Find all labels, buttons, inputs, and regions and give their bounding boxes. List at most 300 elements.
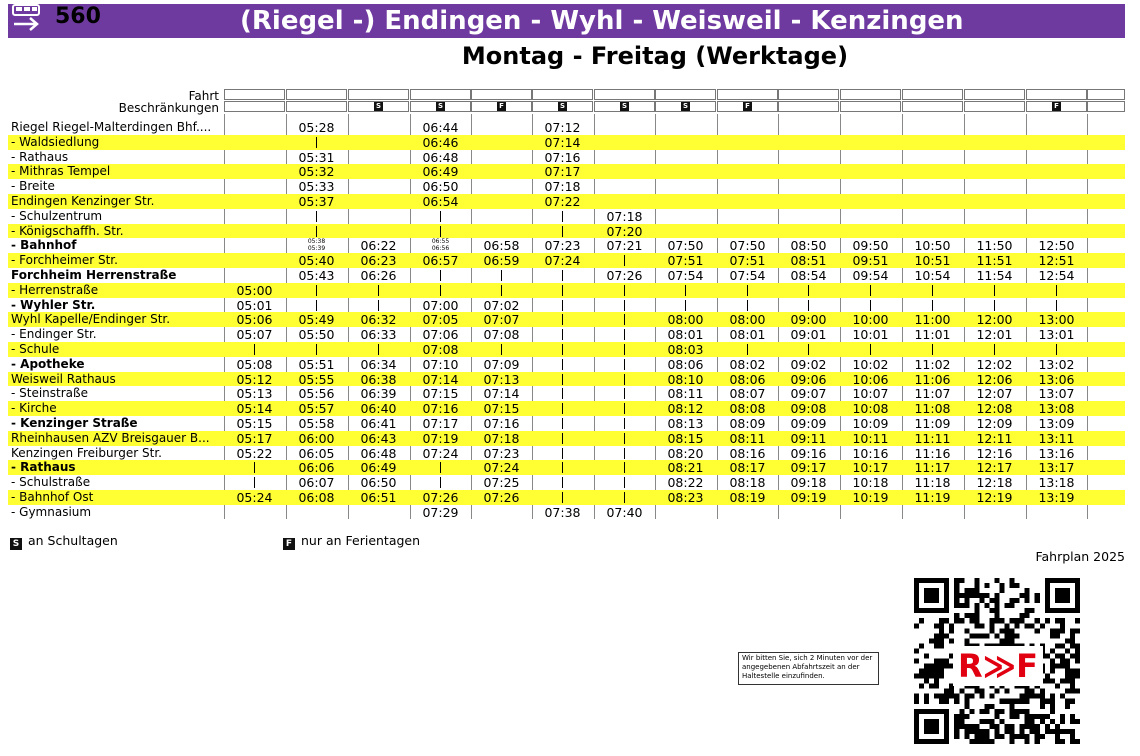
qr-module — [1070, 638, 1075, 643]
qr-module — [1025, 734, 1030, 739]
qr-module — [984, 583, 989, 588]
timetable-row — [8, 312, 1125, 327]
qr-module — [1055, 653, 1060, 658]
qr-module — [1055, 633, 1060, 638]
qr-module — [1025, 689, 1030, 694]
school-day-badge: S — [682, 102, 689, 110]
qr-module — [1020, 593, 1025, 598]
departure-time: 05:56 — [298, 386, 335, 402]
qr-module — [1005, 633, 1010, 638]
qr-module — [919, 669, 924, 674]
qr-module — [1015, 583, 1020, 588]
departure-time: 07:17 — [422, 416, 459, 431]
qr-module — [1005, 699, 1010, 704]
qr-module — [1060, 658, 1065, 663]
restriction-header-cell — [902, 101, 963, 112]
qr-module — [989, 598, 994, 603]
qr-module — [1060, 714, 1065, 719]
pass-through-mark — [870, 285, 872, 296]
pass-through-mark — [562, 477, 564, 488]
qr-module — [964, 714, 969, 719]
departure-time: 09:08 — [790, 401, 827, 417]
departure-time: 11:09 — [914, 416, 951, 431]
stop-name: - Königschaffh. Str. — [11, 223, 124, 238]
departure-time: 09:54 — [852, 268, 889, 283]
stop-name: - Forchheimer Str. — [11, 253, 118, 268]
departure-time: 09:11 — [790, 430, 827, 446]
departure-time: 05:58 — [298, 416, 335, 431]
departure-time: 07:10 — [422, 356, 459, 372]
holiday-badge: F — [1052, 102, 1061, 111]
qr-module — [1000, 588, 1005, 593]
qr-module — [1075, 653, 1080, 658]
qr-module — [1015, 618, 1020, 623]
qr-module — [964, 588, 969, 593]
departure-time: 08:06 — [667, 356, 704, 372]
stop-name: - Endinger Str. — [11, 327, 97, 342]
qr-module — [1030, 694, 1035, 699]
timetable-row — [8, 475, 1125, 490]
qr-module — [1035, 628, 1040, 633]
qr-module — [1050, 664, 1055, 669]
qr-module — [994, 689, 999, 694]
qr-module — [1050, 633, 1055, 638]
qr-module — [1020, 734, 1025, 739]
timetable-row — [8, 431, 1125, 446]
qr-module — [1035, 739, 1040, 744]
pass-through-mark — [378, 300, 380, 311]
qr-module — [969, 729, 974, 734]
qr-module — [1070, 699, 1075, 704]
qr-module — [1055, 734, 1060, 739]
trip-header-cell — [594, 89, 655, 100]
qr-module — [939, 633, 944, 638]
departure-time: 10:17 — [852, 460, 889, 476]
qr-module — [1070, 734, 1075, 739]
stop-name: - Mithras Tempel — [11, 164, 111, 179]
qr-module — [1075, 658, 1080, 663]
qr-module — [934, 694, 939, 699]
departure-time: 06:57 — [422, 253, 459, 269]
pass-through-mark — [808, 300, 810, 311]
qr-module — [1065, 699, 1070, 704]
qr-module — [944, 699, 949, 704]
qr-module — [1000, 719, 1005, 724]
qr-module — [1050, 699, 1055, 704]
departure-time: 08:02 — [729, 356, 766, 372]
qr-module — [1040, 623, 1045, 628]
departure-time: 12:51 — [1038, 253, 1075, 269]
qr-module — [949, 689, 954, 694]
stop-name: Riegel Riegel-Malterdingen Bhf.... — [11, 120, 212, 134]
qr-module — [944, 694, 949, 699]
timetable-row — [8, 209, 1125, 224]
trip-header-cell — [224, 89, 285, 100]
departure-time: 05:31 — [298, 149, 335, 165]
qr-module — [924, 679, 929, 684]
departure-time: 07:38 — [544, 504, 581, 520]
pass-through-mark — [378, 344, 380, 355]
restrictions-row-label: Beschränkungen — [118, 101, 219, 115]
qr-module — [989, 724, 994, 729]
departure-time: 05:01 — [236, 297, 273, 313]
stop-name: Wyhl Kapelle/Endinger Str. — [11, 312, 171, 327]
qr-module — [1025, 598, 1030, 603]
qr-module — [979, 623, 984, 628]
qr-module — [954, 598, 959, 603]
stop-name: Endingen Kenzinger Str. — [11, 194, 155, 208]
departure-time: 08:01 — [667, 327, 704, 343]
departure-time: 05:37 — [298, 194, 335, 209]
timetable-row — [8, 327, 1125, 342]
departure-time: 06:46 — [422, 134, 459, 150]
qr-module — [1055, 729, 1060, 734]
qr-module — [1035, 714, 1040, 719]
departure-time: 05:50 — [298, 327, 335, 343]
school-day-badge: S — [559, 102, 566, 110]
departure-time: 07:19 — [422, 430, 459, 446]
qr-module — [1005, 724, 1010, 729]
departure-time: 06:26 — [360, 268, 397, 283]
legend-holiday — [283, 533, 420, 550]
qr-module — [984, 633, 989, 638]
pass-through-mark — [254, 477, 256, 488]
pass-through-mark — [1056, 344, 1058, 355]
qr-module — [1070, 633, 1075, 638]
qr-module — [914, 658, 919, 663]
qr-module — [979, 598, 984, 603]
pass-through-mark — [747, 285, 749, 296]
departure-time: 08:19 — [729, 490, 766, 505]
qr-module — [939, 643, 944, 648]
qr-module — [1035, 618, 1040, 623]
departure-time: 13:01 — [1038, 327, 1075, 343]
qr-module — [959, 578, 964, 583]
fahrplan-year: Fahrplan 2025 — [1035, 549, 1125, 564]
qr-module — [1040, 734, 1045, 739]
pass-through-mark — [562, 329, 564, 340]
qr-module — [994, 618, 999, 623]
departure-time: 08:09 — [729, 416, 766, 431]
qr-module — [1070, 669, 1075, 674]
qr-module — [1010, 704, 1015, 709]
timetable-row — [8, 194, 1125, 209]
trip-header-cell — [902, 89, 963, 100]
qr-module — [989, 719, 994, 724]
pass-through-mark — [562, 492, 564, 503]
stop-name: - Gymnasium — [11, 504, 92, 519]
qr-module — [989, 608, 994, 613]
pass-through-mark — [562, 226, 564, 237]
departure-time: 08:20 — [667, 445, 704, 461]
departure-time: 08:22 — [667, 475, 704, 491]
qr-module — [934, 643, 939, 648]
departure-time: 06:54 — [422, 194, 459, 209]
qr-module — [974, 623, 979, 628]
rvf-logo-text: R≫F — [958, 647, 1038, 685]
qr-module — [959, 719, 964, 724]
qr-module — [1030, 729, 1035, 734]
qr-module — [1060, 664, 1065, 669]
qr-module — [1075, 669, 1080, 674]
pass-through-mark — [994, 344, 996, 355]
pass-through-mark — [316, 137, 318, 148]
timetable-row — [8, 416, 1125, 431]
departure-time: 08:50 — [790, 238, 827, 254]
departure-time: 12:17 — [976, 460, 1013, 476]
qr-module — [1000, 618, 1005, 623]
qr-module — [984, 729, 989, 734]
stop-name: - Kenzinger Straße — [11, 416, 138, 430]
departure-time: 06:48 — [422, 149, 459, 165]
qr-module — [994, 613, 999, 618]
timetable-row — [8, 490, 1125, 505]
qr-module — [979, 694, 984, 699]
departure-time: 07:14 — [544, 134, 581, 150]
departure-time: 05:17 — [236, 430, 273, 446]
pass-through-mark — [624, 418, 626, 429]
qr-module — [1045, 724, 1050, 729]
qr-module — [939, 694, 944, 699]
stop-name: - Herrenstraße — [11, 282, 99, 297]
qr-module — [1045, 618, 1050, 623]
departure-time: 07:16 — [544, 149, 581, 165]
qr-module — [1025, 613, 1030, 618]
departure-time: 10:02 — [852, 356, 889, 372]
qr-module — [1010, 709, 1015, 714]
restriction-header-cell — [224, 101, 285, 112]
qr-module — [1030, 724, 1035, 729]
departure-time: 06:33 — [360, 327, 397, 343]
qr-module — [1005, 628, 1010, 633]
departure-time: 07:05 — [422, 312, 459, 328]
stop-name: - Schule — [11, 342, 60, 356]
departure-time: 13:18 — [1038, 475, 1075, 491]
qr-module — [1055, 664, 1060, 669]
qr-module — [964, 704, 969, 709]
qr-module — [1015, 598, 1020, 603]
qr-module — [1040, 699, 1045, 704]
qr-module — [939, 674, 944, 679]
qr-module — [934, 679, 939, 684]
qr-module — [959, 593, 964, 598]
pass-through-mark — [624, 433, 626, 444]
stop-name: Rheinhausen AZV Breisgauer B... — [11, 430, 210, 445]
departure-time: 12:07 — [976, 386, 1013, 402]
departure-time: 07:24 — [422, 445, 459, 461]
qr-module — [939, 628, 944, 633]
qr-module — [1040, 694, 1045, 699]
departure-time: 06:55 06:56 — [431, 238, 450, 253]
qr-module — [1010, 628, 1015, 633]
qr-module — [994, 598, 999, 603]
qr-module — [914, 699, 919, 704]
departure-time: 06:59 — [483, 253, 520, 269]
qr-module — [1025, 724, 1030, 729]
departure-time: 08:23 — [667, 490, 704, 505]
qr-module — [964, 593, 969, 598]
departure-time: 06:41 — [360, 416, 397, 431]
legend-school — [10, 533, 118, 550]
departure-time: 10:01 — [852, 327, 889, 343]
restriction-header-cell — [964, 101, 1025, 112]
qr-module — [994, 729, 999, 734]
qr-module — [989, 694, 994, 699]
pass-through-mark — [440, 270, 442, 281]
qr-module — [934, 638, 939, 643]
pass-through-mark — [501, 344, 503, 355]
pass-through-mark — [808, 285, 810, 296]
restriction-header-cell — [778, 101, 839, 112]
qr-module — [1015, 709, 1020, 714]
qr-module — [944, 664, 949, 669]
qr-module — [964, 598, 969, 603]
qr-module — [989, 623, 994, 628]
departure-time: 08:10 — [667, 371, 704, 387]
qr-module — [979, 633, 984, 638]
departure-time: 09:01 — [790, 327, 827, 343]
qr-module — [959, 689, 964, 694]
pass-through-mark — [562, 374, 564, 385]
departure-time: 06:05 — [298, 445, 335, 461]
qr-module — [1065, 664, 1070, 669]
departure-time: 07:02 — [483, 297, 520, 313]
departure-time: 10:51 — [914, 253, 951, 269]
qr-module — [964, 699, 969, 704]
departure-time: 13:07 — [1038, 386, 1075, 402]
qr-module — [1060, 739, 1065, 744]
departure-time: 12:54 — [1038, 268, 1075, 283]
pass-through-mark — [624, 344, 626, 355]
departure-time: 05:28 — [298, 120, 335, 135]
departure-time: 06:34 — [360, 356, 397, 372]
route-title: (Riegel -) Endingen - Wyhl - Weisweil - Kenzingen — [240, 6, 964, 36]
departure-time: 12:11 — [976, 430, 1013, 446]
departure-time: 05:13 — [236, 386, 273, 402]
departure-time: 09:50 — [852, 238, 889, 254]
qr-module — [1070, 643, 1075, 648]
qr-module — [1010, 724, 1015, 729]
qr-module — [1020, 618, 1025, 623]
qr-module — [929, 669, 934, 674]
qr-module — [1010, 598, 1015, 603]
departure-time: 11:00 — [914, 312, 951, 328]
qr-module — [1035, 593, 1040, 598]
bus-icon — [10, 3, 42, 33]
qr-module — [959, 603, 964, 608]
departure-time: 05:57 — [298, 401, 335, 417]
departure-time: 13:09 — [1038, 416, 1075, 431]
qr-module — [1060, 679, 1065, 684]
legend-holiday-text: nur an Ferientagen — [301, 533, 421, 548]
departure-time: 05:49 — [298, 312, 335, 328]
qr-module — [1060, 628, 1065, 633]
departure-time: 09:16 — [790, 445, 827, 461]
pass-through-mark — [870, 344, 872, 355]
qr-module — [1025, 623, 1030, 628]
departure-time: 07:13 — [483, 371, 520, 387]
qr-module — [974, 724, 979, 729]
timetable-row — [8, 164, 1125, 179]
departure-time: 13:00 — [1038, 312, 1075, 328]
stop-name: - Apotheke — [11, 356, 85, 371]
departure-time: 13:06 — [1038, 371, 1075, 387]
timetable-row — [8, 120, 1125, 135]
timetable-row — [8, 179, 1125, 194]
pass-through-mark — [1056, 285, 1058, 296]
qr-module — [939, 618, 944, 623]
qr-module — [1045, 699, 1050, 704]
departure-time: 06:22 — [360, 238, 397, 254]
qr-module — [964, 613, 969, 618]
pass-through-mark — [624, 462, 626, 473]
qr-module — [954, 578, 959, 583]
departure-time: 06:32 — [360, 312, 397, 328]
qr-module — [1035, 724, 1040, 729]
departure-time: 08:06 — [729, 371, 766, 387]
trip-header-cell — [471, 89, 532, 100]
departure-time: 08:51 — [790, 253, 827, 269]
qr-module — [1030, 623, 1035, 628]
qr-module — [1040, 689, 1045, 694]
qr-module — [979, 689, 984, 694]
departure-time: 07:18 — [483, 430, 520, 446]
departure-time: 08:13 — [667, 416, 704, 431]
qr-module — [984, 719, 989, 724]
departure-time: 06:48 — [360, 445, 397, 461]
qr-module — [1020, 694, 1025, 699]
qr-module — [969, 739, 974, 744]
pass-through-mark — [624, 300, 626, 311]
departure-time: 05:24 — [236, 490, 273, 505]
qr-module — [1045, 679, 1050, 684]
pass-through-mark — [562, 359, 564, 370]
departure-time: 05:43 — [298, 268, 335, 283]
departure-time: 07:50 — [729, 238, 766, 254]
qr-module — [1050, 628, 1055, 633]
pass-through-mark — [624, 477, 626, 488]
departure-time: 12:09 — [976, 416, 1013, 431]
trip-header-cell — [840, 89, 901, 100]
qr-module — [994, 593, 999, 598]
departure-time: 05:33 — [298, 179, 335, 195]
departure-time: 11:01 — [914, 327, 951, 343]
qr-module — [1010, 633, 1015, 638]
qr-module — [919, 674, 924, 679]
qr-module — [1010, 618, 1015, 623]
qr-module — [1025, 608, 1030, 613]
qr-module — [1060, 623, 1065, 628]
qr-module — [954, 719, 959, 724]
pass-through-mark — [440, 462, 442, 473]
departure-time: 07:07 — [483, 312, 520, 328]
departure-time: 06:07 — [298, 475, 335, 491]
qr-module — [939, 664, 944, 669]
qr-module — [974, 734, 979, 739]
qr-module — [964, 603, 969, 608]
departure-time: 06:08 — [298, 490, 335, 505]
qr-module — [1015, 623, 1020, 628]
departure-time: 08:11 — [729, 430, 766, 446]
qr-module — [1025, 699, 1030, 704]
timetable-row — [8, 135, 1125, 150]
pass-through-mark — [316, 226, 318, 237]
qr-module — [1020, 724, 1025, 729]
departure-time: 07:23 — [483, 445, 520, 461]
qr-module — [974, 613, 979, 618]
departure-time: 07:24 — [544, 253, 581, 269]
qr-module — [1000, 583, 1005, 588]
